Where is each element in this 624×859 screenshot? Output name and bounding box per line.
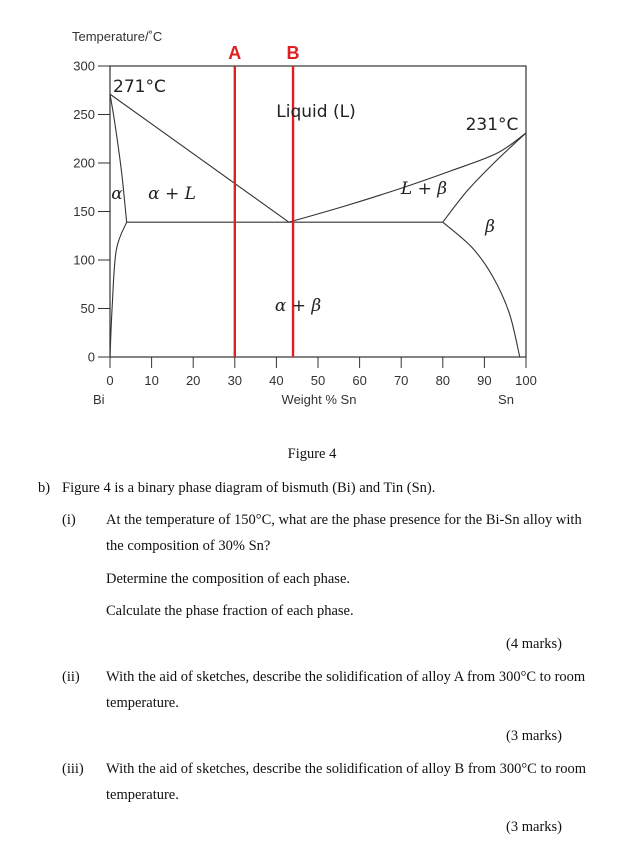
part-text-line: At the temperature of 150°C, what are the phase presence for the Bi-Sn alloy with xyxy=(106,512,582,528)
x-tick-label: 50 xyxy=(310,373,326,388)
liquidus-alpha-curve xyxy=(110,94,289,222)
part-text-line: the composition of 30% Sn? xyxy=(106,538,271,554)
composition-label-a: A xyxy=(228,43,242,63)
part-number: (i) xyxy=(62,512,76,528)
melting-point-label: 231°C xyxy=(465,115,519,135)
part-number: (ii) xyxy=(62,669,80,685)
x-tick-label: 10 xyxy=(144,373,159,388)
figure-caption: Figure 4 xyxy=(287,446,337,462)
x-tick-label: 30 xyxy=(227,373,243,388)
x-tick-label: 20 xyxy=(185,373,201,388)
part-marks: (3 marks) xyxy=(506,728,562,744)
question-intro: Figure 4 is a binary phase diagram of bismuth (Bi) and Tin (Sn). xyxy=(62,480,436,496)
x-tick-label: 70 xyxy=(393,373,409,388)
y-tick-label: 200 xyxy=(73,155,95,171)
y-axis xyxy=(73,59,110,365)
question-label: b) xyxy=(38,480,51,496)
x-axis-title: Weight % Sn xyxy=(281,392,357,407)
sn-label: Sn xyxy=(498,392,514,407)
part-marks: (4 marks) xyxy=(506,636,562,652)
phase-boundaries xyxy=(110,94,526,357)
x-tick-label: 90 xyxy=(477,373,492,388)
liquidus-beta-curve xyxy=(289,133,526,222)
solvus-beta-curve xyxy=(443,222,520,357)
part-text-line: Determine the composition of each phase. xyxy=(106,571,351,587)
y-axis-title: Temperature/˚C xyxy=(72,29,163,44)
part-number: (iii) xyxy=(62,761,84,777)
x-tick-label: 60 xyxy=(352,373,367,388)
x-tick-label: 40 xyxy=(269,373,284,388)
solvus-alpha-curve xyxy=(110,222,127,357)
region-label: Liquid (L) xyxy=(276,102,356,122)
part-text-line: With the aid of sketches, describe the solidification of alloy A from 300°C to room xyxy=(106,669,586,685)
x-axis xyxy=(106,357,536,388)
y-tick-label: 0 xyxy=(87,349,95,365)
region-label: α + L xyxy=(148,184,196,204)
phase-region-labels xyxy=(111,102,495,316)
x-tick-label: 0 xyxy=(106,373,114,388)
region-label: β xyxy=(485,217,495,237)
part-text-line: Calculate the phase fraction of each phase. xyxy=(106,603,354,619)
x-tick-label: 100 xyxy=(515,373,537,388)
composition-label-b: B xyxy=(286,43,300,63)
solidus-beta-curve xyxy=(443,133,526,222)
y-tick-label: 100 xyxy=(73,252,95,268)
part-text-line: With the aid of sketches, describe the solidification of alloy B from 300°C to room xyxy=(106,761,586,777)
part-text-line: temperature. xyxy=(106,787,179,803)
x-tick-label: 80 xyxy=(435,373,451,388)
melting-point-label: 271°C xyxy=(113,77,166,97)
y-tick-label: 50 xyxy=(80,301,95,316)
y-tick-label: 300 xyxy=(73,58,95,74)
y-tick-label: 150 xyxy=(73,204,95,219)
region-label: α xyxy=(111,184,123,204)
bi-label: Bi xyxy=(93,392,105,407)
part-text-line: temperature. xyxy=(106,695,179,711)
part-marks: (3 marks) xyxy=(506,819,562,835)
y-tick-label: 250 xyxy=(73,107,95,122)
region-label: α + β xyxy=(274,296,322,316)
region-label: L + β xyxy=(400,179,448,199)
phase-diagram xyxy=(0,0,624,420)
